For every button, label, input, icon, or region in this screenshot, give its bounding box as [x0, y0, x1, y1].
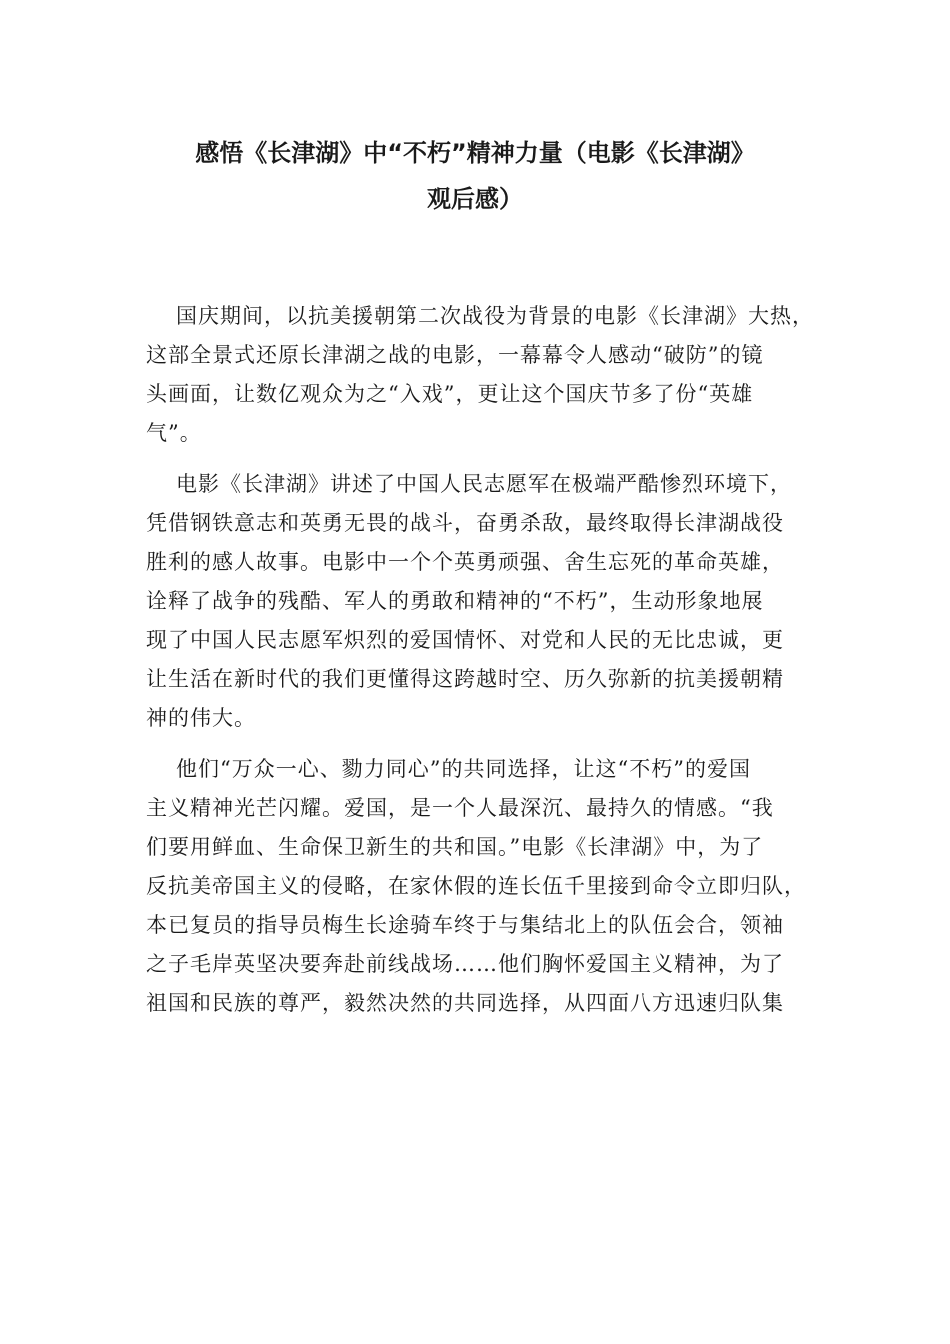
paragraph-line: 反抗美帝国主义的侵略，在家休假的连长伍千里接到命令立即归队，	[146, 874, 806, 898]
paragraph-line: 胜利的感人故事。电影中一个个英勇顽强、舍生忘死的革命英雄，	[146, 550, 784, 574]
paragraph-1	[146, 297, 814, 453]
paragraph-line: 现了中国人民志愿军炽烈的爱国情怀、对党和人民的无比忠诚，更	[146, 628, 784, 652]
title-line: 感悟《长津湖》中“不朽”精神力量（电影《长津湖》	[195, 139, 755, 167]
document-title	[120, 130, 830, 222]
paragraph-2	[146, 465, 811, 738]
paragraph-line: 祖国和民族的尊严，毅然决然的共同选择，从四面八方迅速归队集	[146, 991, 784, 1015]
document-body	[146, 297, 814, 1035]
paragraph-line: 他们“万众一心、勠力同心”的共同选择，让这“不朽”的爱国	[176, 757, 751, 781]
paragraph-line: 让生活在新时代的我们更懂得这跨越时空、历久弥新的抗美援朝精	[146, 667, 784, 691]
paragraph-line: 本已复员的指导员梅生长途骑车终于与集结北上的队伍会合，领袖	[146, 913, 784, 937]
paragraph-line: 诠释了战争的残酷、军人的勇敢和精神的“不朽”，生动形象地展	[146, 589, 764, 613]
paragraph-line: 凭借钢铁意志和英勇无畏的战斗，奋勇杀敌，最终取得长津湖战役	[146, 511, 784, 535]
paragraph-line: 们要用鲜血、生命保卫新生的共和国。”电影《长津湖》中，为了	[146, 835, 764, 859]
paragraph-line: 主义精神光芒闪耀。爱国，是一个人最深沉、最持久的情感。“我	[146, 796, 774, 820]
paragraph-line: 神的伟大。	[146, 706, 256, 730]
paragraph-line: 国庆期间，以抗美援朝第二次战役为背景的电影《长津湖》大热，	[176, 304, 814, 328]
paragraph-3	[146, 750, 811, 1023]
paragraph-line: 之子毛岸英坚决要奔赴前线战场……他们胸怀爱国主义精神，为了	[146, 952, 784, 976]
paragraph-line: 电影《长津湖》讲述了中国人民志愿军在极端严酷惨烈环境下，	[176, 472, 792, 496]
paragraph-line: 头画面，让数亿观众为之“入戏”，更让这个国庆节多了份“英雄	[146, 382, 754, 406]
paragraph-line: 这部全景式还原长津湖之战的电影，一幕幕令人感动“破防”的镜	[146, 343, 764, 367]
paragraph-line: 气”。	[146, 421, 202, 445]
title-line: 观后感）	[427, 185, 523, 213]
